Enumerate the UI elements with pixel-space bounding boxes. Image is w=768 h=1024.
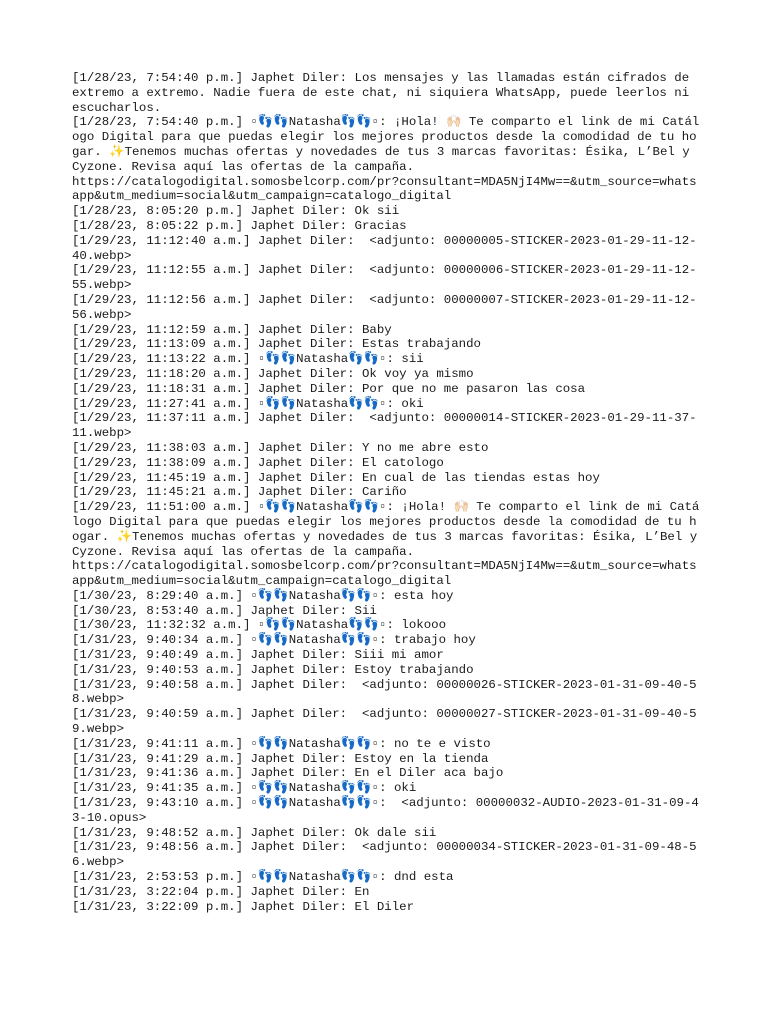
chat-line: [1/31/23, 9:41:29 a.m.] Japhet Diler: Estoy en la tienda <box>72 751 489 766</box>
chat-line: [1/31/23, 9:41:36 a.m.] Japhet Diler: En el Diler aca bajo <box>72 766 504 781</box>
chat-line: [1/29/23, 11:45:19 a.m.] Japhet Diler: En cual de las tiendas estas hoy <box>72 470 600 485</box>
chat-line: [1/30/23, 8:29:40 a.m.] ▫👣👣Natasha👣👣▫: esta hoy <box>72 588 454 603</box>
chat-line: [1/31/23, 9:48:56 a.m.] Japhet Diler: <adjunto: 00000034-STICKER-2023-01-31-09-48-56.webp> <box>72 840 697 870</box>
chat-line: [1/31/23, 3:22:09 p.m.] Japhet Diler: El Diler <box>72 899 415 914</box>
chat-line: [1/30/23, 11:32:32 a.m.] ▫👣👣Natasha👣👣▫: lokooo <box>72 618 447 633</box>
chat-line: [1/31/23, 3:22:04 p.m.] Japhet Diler: En <box>72 884 370 899</box>
chat-line: [1/31/23, 9:41:35 a.m.] ▫👣👣Natasha👣👣▫: oki <box>72 781 417 796</box>
chat-line: [1/31/23, 9:40:34 a.m.] ▫👣👣Natasha👣👣▫: trabajo hoy <box>72 633 476 648</box>
chat-line: [1/31/23, 9:40:53 a.m.] Japhet Diler: Estoy trabajando <box>72 662 474 677</box>
chat-line: [1/28/23, 8:05:22 p.m.] Japhet Diler: Gracias <box>72 218 407 233</box>
chat-line: [1/29/23, 11:13:22 a.m.] ▫👣👣Natasha👣👣▫: sii <box>72 352 424 367</box>
catalog-link: https://catalogodigital.somosbelcorp.com/pr?consultant=MDA5NjI4Mw==&utm_source=whatsapp&utm_medium=social&utm_campaign=catalogo_digital <box>72 174 697 204</box>
chat-line: [1/31/23, 9:40:58 a.m.] Japhet Diler: <adjunto: 00000026-STICKER-2023-01-31-09-40-58.webp> <box>72 677 697 707</box>
chat-line: [1/31/23, 9:43:10 a.m.] ▫👣👣Natasha👣👣▫: <adjunto: 00000032-AUDIO-2023-01-31-09-43-10.opus> <box>72 796 699 825</box>
catalog-link: https://catalogodigital.somosbelcorp.com/pr?consultant=MDA5NjI4Mw==&utm_source=whatsapp&utm_medium=social&utm_campaign=catalogo_digital <box>72 559 697 589</box>
chat-line: [1/29/23, 11:18:31 a.m.] Japhet Diler: Por que no me pasaron las cosa <box>72 381 586 396</box>
chat-line: [1/29/23, 11:12:55 a.m.] Japhet Diler: <adjunto: 00000006-STICKER-2023-01-29-11-12-55.webp> <box>72 263 697 293</box>
chat-line: [1/29/23, 11:12:40 a.m.] Japhet Diler: <adjunto: 00000005-STICKER-2023-01-29-11-12-40.webp> <box>72 233 697 263</box>
chat-line: [1/28/23, 8:05:20 p.m.] Japhet Diler: Ok sii <box>72 204 400 219</box>
chat-line: [1/31/23, 9:40:49 a.m.] Japhet Diler: Siii mi amor <box>72 648 444 663</box>
chat-line: [1/31/23, 2:53:53 p.m.] ▫👣👣Natasha👣👣▫: dnd esta <box>72 870 454 885</box>
chat-transcript-page <box>72 71 705 914</box>
chat-line: [1/29/23, 11:38:03 a.m.] Japhet Diler: Y no me abre esto <box>72 440 489 455</box>
chat-line: [1/29/23, 11:12:56 a.m.] Japhet Diler: <adjunto: 00000007-STICKER-2023-01-29-11-12-56.webp> <box>72 292 697 322</box>
chat-line: [1/29/23, 11:38:09 a.m.] Japhet Diler: El catologo <box>72 455 444 470</box>
chat-line: [1/29/23, 11:18:20 a.m.] Japhet Diler: Ok voy ya mismo <box>72 366 474 381</box>
chat-line: [1/29/23, 11:37:11 a.m.] Japhet Diler: <adjunto: 00000014-STICKER-2023-01-29-11-37-11.webp> <box>72 411 697 441</box>
chat-line: [1/31/23, 9:40:59 a.m.] Japhet Diler: <adjunto: 00000027-STICKER-2023-01-31-09-40-59.webp> <box>72 707 697 737</box>
chat-line: [1/29/23, 11:12:59 a.m.] Japhet Diler: Baby <box>72 322 392 337</box>
chat-line: [1/31/23, 9:41:11 a.m.] ▫👣👣Natasha👣👣▫: no te e visto <box>72 736 491 751</box>
chat-line: [1/29/23, 11:45:21 a.m.] Japhet Diler: Cariño <box>72 485 407 500</box>
chat-line: [1/29/23, 11:13:09 a.m.] Japhet Diler: Estas trabajando <box>72 337 481 352</box>
chat-line: [1/30/23, 8:53:40 a.m.] Japhet Diler: Sii <box>72 603 377 618</box>
chat-line: [1/28/23, 7:54:40 p.m.] ▫👣👣Natasha👣👣▫: ¡Hola! 🙌🏻 Te comparto el link de mi Catálogo Digital para que puedas elegir los mejores productos desde la comodidad de tu hogar. ✨Tenemos muchas ofertas y novedades de tus 3 marcas favoritas: Ésika, L’Bel y Cyzone. Revisa aquí las ofertas de la campaña. <box>72 115 700 174</box>
chat-line: [1/29/23, 11:27:41 a.m.] ▫👣👣Natasha👣👣▫: oki <box>72 396 424 411</box>
chat-line: [1/29/23, 11:51:00 a.m.] ▫👣👣Natasha👣👣▫: ¡Hola! 🙌🏻 Te comparto el link de mi Catálogo Digital para que puedas elegir los mejores productos desde la comodidad de tu hogar. ✨Tenemos muchas ofertas y novedades de tus 3 marcas favoritas: Ésika, L’Bel y Cyzone. Revisa aquí las ofertas de la campaña. <box>72 500 705 559</box>
chat-line: [1/31/23, 9:48:52 a.m.] Japhet Diler: Ok dale sii <box>72 825 437 840</box>
chat-line: [1/28/23, 7:54:40 p.m.] Japhet Diler: Los mensajes y las llamadas están cifrados de extremo a extremo. Nadie fuera de este chat, ni siquiera WhatsApp, puede leerlos ni escucharlos. <box>72 71 697 115</box>
